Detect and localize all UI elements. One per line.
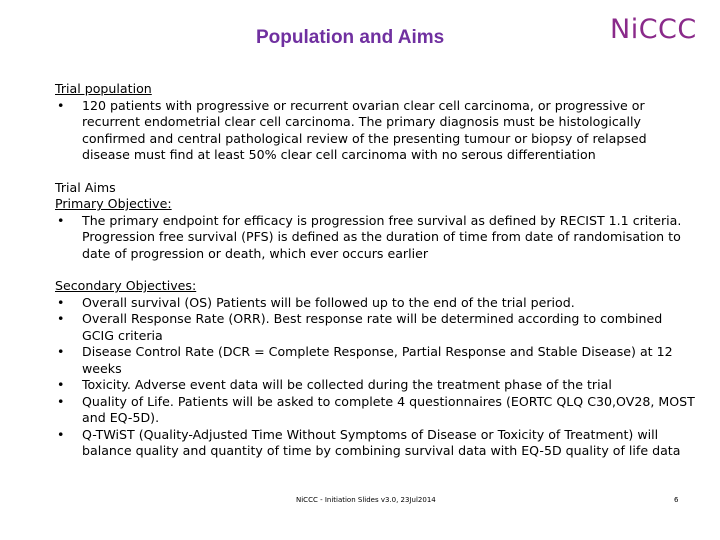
list-item (55, 295, 695, 312)
primary-objective-heading: Primary Objective: (55, 196, 172, 211)
bullet-dot-icon: • (57, 311, 65, 326)
bullet-dot-icon: • (57, 393, 65, 409)
page-title: Population and Aims (256, 27, 445, 48)
bullet-dot-icon: • (57, 344, 65, 359)
secondary-objective-text: Q-TWiST (Quality-Adjusted Time Without Symptoms of Disease or Toxicity of Treatment) will balance quality and quantity of time by combining survival data with EQ-5D quality of life data (82, 426, 681, 458)
secondary-objective-text: Quality of Life. Patients will be asked to complete 4 questionnaires (EORTC QLQ C30,OV28, MOST and EQ-5D). (82, 393, 695, 425)
secondary-objective-text: Overall Response Rate (ORR). Best response rate will be determined according to combined GCIG criteria (82, 311, 663, 343)
list-item (55, 377, 695, 394)
population-heading: Trial population (55, 81, 152, 96)
secondary-objective-text: Overall survival (OS) Patients will be followed up to the end of the trial period. (82, 294, 575, 310)
population-item-text: 120 patients with progressive or recurrent ovarian clear cell carcinoma, or progressive or recurrent endometrial clear cell carcinoma. The primary diagnosis must be histologically confirmed and central pathological review of the presenting tumour or biopsy of relapsed disease must find at least 50% clear cell carcinoma with no serous differentiation (82, 97, 647, 162)
list-item (55, 344, 695, 377)
secondary-objectives-heading: Secondary Objectives: (55, 278, 197, 293)
secondary-objective-text: Toxicity. Adverse event data will be collected during the treatment phase of the trial (82, 377, 612, 392)
bullet-dot-icon: • (57, 294, 65, 310)
aims-heading: Trial Aims (55, 179, 116, 195)
bullet-dot-icon: • (57, 97, 65, 113)
bullet-dot-icon: • (57, 426, 65, 442)
list-item (55, 213, 695, 263)
list-item (55, 427, 695, 460)
bullet-dot-icon: • (57, 212, 65, 228)
secondary-objective-text: Disease Control Rate (DCR = Complete Response, Partial Response and Stable Disease) at 12 weeks (82, 344, 673, 376)
niccc-logo: NiCCC (610, 14, 697, 45)
list-item (55, 394, 695, 427)
footer-text: NiCCC - Initiation Slides v3.0, 23Jul2014 (296, 496, 436, 504)
slide-body (55, 81, 695, 460)
list-item (55, 311, 695, 344)
list-item (55, 98, 695, 164)
primary-objective-text: The primary endpoint for efficacy is progression free survival as defined by RECIST 1.1 criteria. Progression free survival (PFS) is defined as the duration of time from date of randomisation to date of progression or death, which ever occurs earlier (82, 212, 682, 261)
bullet-dot-icon: • (57, 377, 65, 392)
page-number: 6 (674, 496, 679, 504)
